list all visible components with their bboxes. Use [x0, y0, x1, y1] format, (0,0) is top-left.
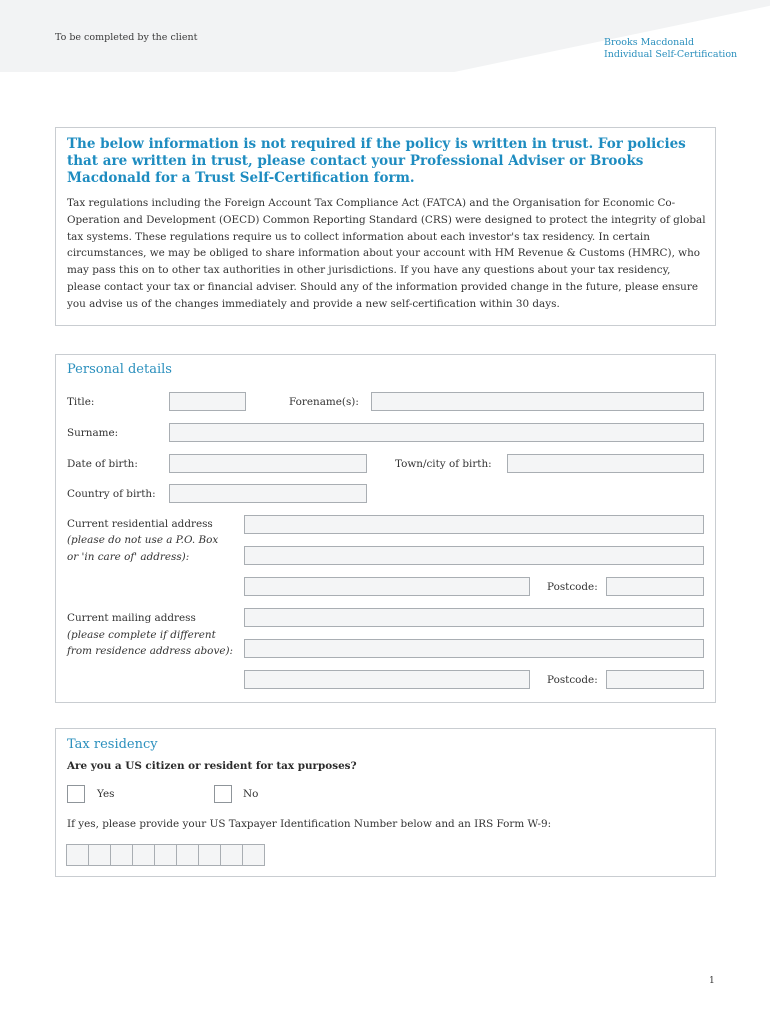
residential-address-line-3[interactable] — [244, 577, 530, 596]
mailing-address-line-2[interactable] — [244, 639, 704, 658]
mailing-address-label: Current mailing address — [67, 612, 196, 624]
dob-input[interactable] — [169, 454, 367, 473]
title-label: Title: — [67, 396, 95, 408]
forenames-input[interactable] — [371, 392, 704, 411]
town-of-birth-label: Town/city of birth: — [395, 458, 492, 470]
intro-box — [55, 127, 716, 326]
us-citizen-question: Are you a US citizen or resident for tax purposes? — [67, 760, 357, 772]
residential-address-label: Current residential address — [67, 518, 213, 530]
no-checkbox[interactable] — [214, 785, 232, 803]
residential-address-hint-2: or 'in care of' address): — [67, 551, 190, 563]
mailing-address-hint-2: from residence address above): — [67, 645, 234, 657]
brand-block — [604, 37, 737, 61]
page-number: 1 — [709, 976, 715, 986]
yes-checkbox[interactable] — [67, 785, 85, 803]
residential-postcode-input[interactable] — [606, 577, 704, 596]
tin-digit-5[interactable] — [154, 844, 177, 866]
town-of-birth-input[interactable] — [507, 454, 704, 473]
tin-digit-1[interactable] — [66, 844, 89, 866]
residential-postcode-label: Postcode: — [547, 581, 598, 593]
residential-address-line-1[interactable] — [244, 515, 704, 534]
residential-address-hint-1: (please do not use a P.O. Box — [67, 534, 219, 546]
mailing-address-line-3[interactable] — [244, 670, 530, 689]
personal-details-title: Personal details — [67, 362, 172, 377]
dob-label: Date of birth: — [67, 458, 138, 470]
country-of-birth-input[interactable] — [169, 484, 367, 503]
form-name: Individual Self-Certification — [604, 49, 738, 60]
mailing-address-line-1[interactable] — [244, 608, 704, 627]
surname-input[interactable] — [169, 423, 704, 442]
intro-heading: The below information is not required if the policy is written in trust. For policies that are written in trust, please contact your Professional Adviser or Brooks Macdonald for a Trust Self-Certification form. — [67, 136, 686, 186]
yes-label: Yes — [97, 788, 115, 800]
no-label: No — [243, 788, 259, 800]
country-of-birth-label: Country of birth: — [67, 488, 156, 500]
tin-digit-3[interactable] — [110, 844, 133, 866]
mailing-postcode-input[interactable] — [606, 670, 704, 689]
tax-residency-title: Tax residency — [67, 737, 158, 752]
tin-digit-7[interactable] — [198, 844, 221, 866]
tin-digit-2[interactable] — [88, 844, 111, 866]
surname-label: Surname: — [67, 427, 119, 439]
tin-digit-9[interactable] — [242, 844, 265, 866]
mailing-postcode-label: Postcode: — [547, 674, 598, 686]
tin-digit-8[interactable] — [220, 844, 243, 866]
mailing-address-hint-1: (please complete if different — [67, 629, 216, 641]
tin-input-group — [66, 844, 264, 866]
intro-body: Tax regulations including the Foreign Account Tax Compliance Act (FATCA) and the Organisation for Economic Co-Operation and Development (OECD) Common Reporting Standard (CRS) were designed to protect the integrity of global tax systems. These regulations require us to collect information about each investor's tax residency. In certain circumstances, we may be obliged to share information about your account with HM Revenue & Customs (HMRC), who may pass this on to other tax authorities in other jurisdictions. If you have any questions about your tax residency, please contact your tax or financial adviser. Should any of the information provided change in the future, please ensure you advise us of the changes immediately and provide a new self-certification within 30 days. — [67, 197, 706, 310]
tin-instruction: If yes, please provide your US Taxpayer Identification Number below and an IRS Form W-9: — [67, 818, 552, 830]
forenames-label: Forename(s): — [289, 396, 359, 408]
brand-name: Brooks Macdonald — [604, 37, 695, 48]
tin-digit-6[interactable] — [176, 844, 199, 866]
tin-digit-4[interactable] — [132, 844, 155, 866]
header-note: To be completed by the client — [55, 32, 198, 43]
residential-address-line-2[interactable] — [244, 546, 704, 565]
title-input[interactable] — [169, 392, 246, 411]
